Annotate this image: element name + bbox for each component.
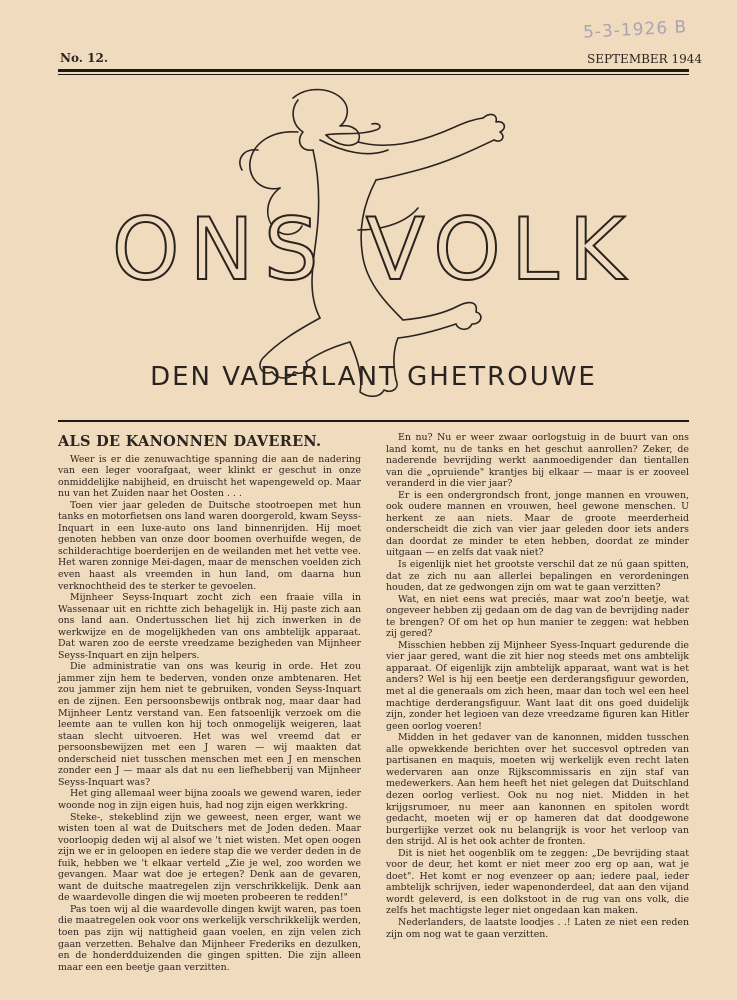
top-rule-thin — [58, 74, 689, 75]
article-headline: ALS DE KANONNEN DAVEREN. — [58, 433, 322, 450]
top-rule — [58, 69, 689, 72]
article-paragraph: Het ging allemaal weer bijna zooals we gewend waren, ieder woonde nog in zijn eigen huis, had nog zijn eigen werkkring. — [58, 788, 361, 811]
issue-date: SEPTEMBER 1944 — [587, 52, 703, 66]
article-paragraph: Misschien hebben zij Mijnheer Syess-Inquart gedurende die vier jaar gered, want die zit hier nog steeds met ons ambtelijk apparaat. Of eigenlijk zijn ambtelijk apparaat, want wat is het anders? Wel is hij een beetje een derderangsfiguur geworden, met al die generaals om zich heen, maar dan toch wel een heel machtige derderangsfiguur. Want laat dit ons goed duidelijk zijn, zonder het legioen van deze vreedzame figuren kan Hitler geen oorlog voeren! — [386, 639, 689, 732]
article-column-left — [58, 432, 361, 973]
newspaper-motto: DEN VADERLANT GHETROUWE — [150, 362, 597, 392]
article-paragraph: Pas toen wij al die waardevolle dingen kwijt waren, pas toen die maatregelen ook voor ons werkelijk verschrikkelijk werden, toen pas zijn wij nattigheid gaan voelen, en zijn velen zich gaan verzetten. Behalve dan Mijnheer Frederiks en dezulken, en de honderdduizenden die gingen spitten. Die zijn alleen maar een een beetje gaan verzitten. — [58, 903, 361, 973]
article-column-right — [386, 432, 689, 940]
article-paragraph: Mijnheer Seyss-Inquart zocht zich een fraaie villa in Wassenaar uit en richtte zich behagelijk in. Hij paste zich aan ons land aan. Ondertusschen liet hij zich inwerken in de werkwijze en de mogelijkheden van ons ambtelijk apparaat. Dat waren zoo de eerste vreedzame bezigheden van Mijnheer Seyss-Inquart en zijn helpers. — [58, 592, 361, 661]
article-paragraph: Die administratie van ons was keurig in orde. Het zou jammer zijn hem te bederven, vonden onze ambtenaren. Het zou jammer zijn hem niet te gebruiken, vonden Seyss-Inquart en de zijnen. Een persoonsbewijs ontbrak nog, maar daar had Mijnheer Lentz verstand van. Een fatsoenlijk verzoek om die leemte aan te vullen kon hij toch onmogelijk weigeren, laat staan slecht uitvoeren. Het was wel vreemd dat er persoonsbewijzen met een J waren — wij maakten dat onderscheid niet tusschen menschen met een J en menschen zonder een J — maar als dat nu een liefhebberij van Mijnheer Seyss-Inquart was? — [58, 661, 361, 788]
article-paragraph: Weer is er die zenuwachtige spanning die aan de nadering van een leger voorafgaat, weer klinkt er geschut in onze onmiddelijke nabijheid, en druischt het wapengeweld op. Maar nu van het Zuiden naar het Oosten . . . — [58, 453, 361, 500]
article-paragraph: Wat, en niet eens wat preciés, maar wat zoo'n beetje, wat ongeveer hebben zij gedaan om de dag van de bevrijding nader te brengen? Of om het op hun manier te zeggen: wat hebben zij gered? — [386, 593, 689, 640]
article-paragraph: Er is een ondergrondsch front, jonge mannen en vrouwen, ook oudere mannen en vrouwen, heel gewone menschen. U herkent ze aan niets. Maar de groote meerderheid onderscheidt die zich van vier jaar geleden door iets anders dan doordat ze minder te eten hebben, doordat ze minder uitgaan — en zelfs dat vaak niet? — [386, 489, 689, 559]
article-paragraph: Toen vier jaar geleden de Duitsche stootroepen met hun tanks en motorfietsen ons land waren doorgerold, kwam Seyss-Inquart in een luxe-auto ons land binnenrijden. Hij moet genoten hebben van onze door boomen overhuifde wegen, de schilderachtige boerderijen en de weilanden met het vette vee. Het waren zonnige Mei-dagen, maar de menschen voelden zich even haast als vreemden in hun land, om daarna hun verknochtheid des te sterker te gevoelen. — [58, 499, 361, 592]
masthead-rule — [58, 420, 689, 422]
article-paragraph: Dit is niet het oogenblik om te zeggen: „De bevrijding staat voor de deur, het komt er niet meer zoo erg op aan, wat je doet". Het komt er nog evenzeer op aan; iedere paal, ieder ambtelijk schrijven, ieder wapenonderdeel, dat aan den vijand wordt geleverd, is een dolkstoot in de rug van ons volk, die zelfs het machtigste leger niet ongedaan kan maken. — [386, 847, 689, 917]
article-paragraph: Midden in het gedaver van de kanonnen, midden tusschen alle opwekkende berichten over het succesvol optreden van partisanen en maquis, moeten wij werkelijk even recht laten wedervaren aan onze Rijkscommissaris en zijn staf van medewerkers. Aan hem heeft het niet gelegen dat Duitschland dezen oorlog verliest. Ook nu nog niet. Midden in het krijgsrumoer, nu meer aan kanonnen en spitolen wordt gedacht, moeten wij er op hameren dat dat doodgewone burgerlijke verzet ook nu belangrijk is voor het verloop van den strijd. Al is het ook achter de fronten. — [386, 732, 689, 848]
masthead — [58, 80, 689, 410]
article-paragraph: Is eigenlijk niet het grootste verschil dat ze nú gaan spitten, dat ze zich nu aan allerlei bepalingen en verordeningen houden, dat ze gedwongen zijn om wat te gaan verzitten? — [386, 559, 689, 594]
issue-number: No. 12. — [60, 51, 108, 65]
article-paragraph: Steke-, stekeblind zijn we geweest, neen erger, want we wisten toen al wat de Duitschers met de Joden deden. Maar voorloopig deden wij al alsof we 't niet wisten. Met open oogen zijn we er in geloopen en iedere stap die we verder deden in de fuik, hebben we 't elkaar verteld „Zie je wel, zoo worden we gevangen. Maar wat doe je ertegen? Denk aan de gevaren, want de duitsche maatregelen zijn verschrikkelijk. Denk aan de waardevolle dingen die wij moeten probeeren te redden!" — [58, 811, 361, 904]
article-paragraph: En nu? Nu er weer zwaar oorlogstuig in de buurt van ons land komt, nu de tanks en het geschut aanrollen? Zeker, de naderende bevrijding werkt aanmoedigender dan tientallen van die „opruiende" krantjes bij elkaar — maar is er zooveel veranderd in die vier jaar? — [386, 432, 689, 490]
article-paragraph: Nederlanders, de laatste loodjes . .! Laten ze niet een reden zijn om nog wat te gaan verzitten. — [386, 916, 689, 940]
newspaper-title: ONS VOLK — [111, 200, 636, 300]
archive-stamp: 5-3-1926 B — [582, 17, 688, 43]
